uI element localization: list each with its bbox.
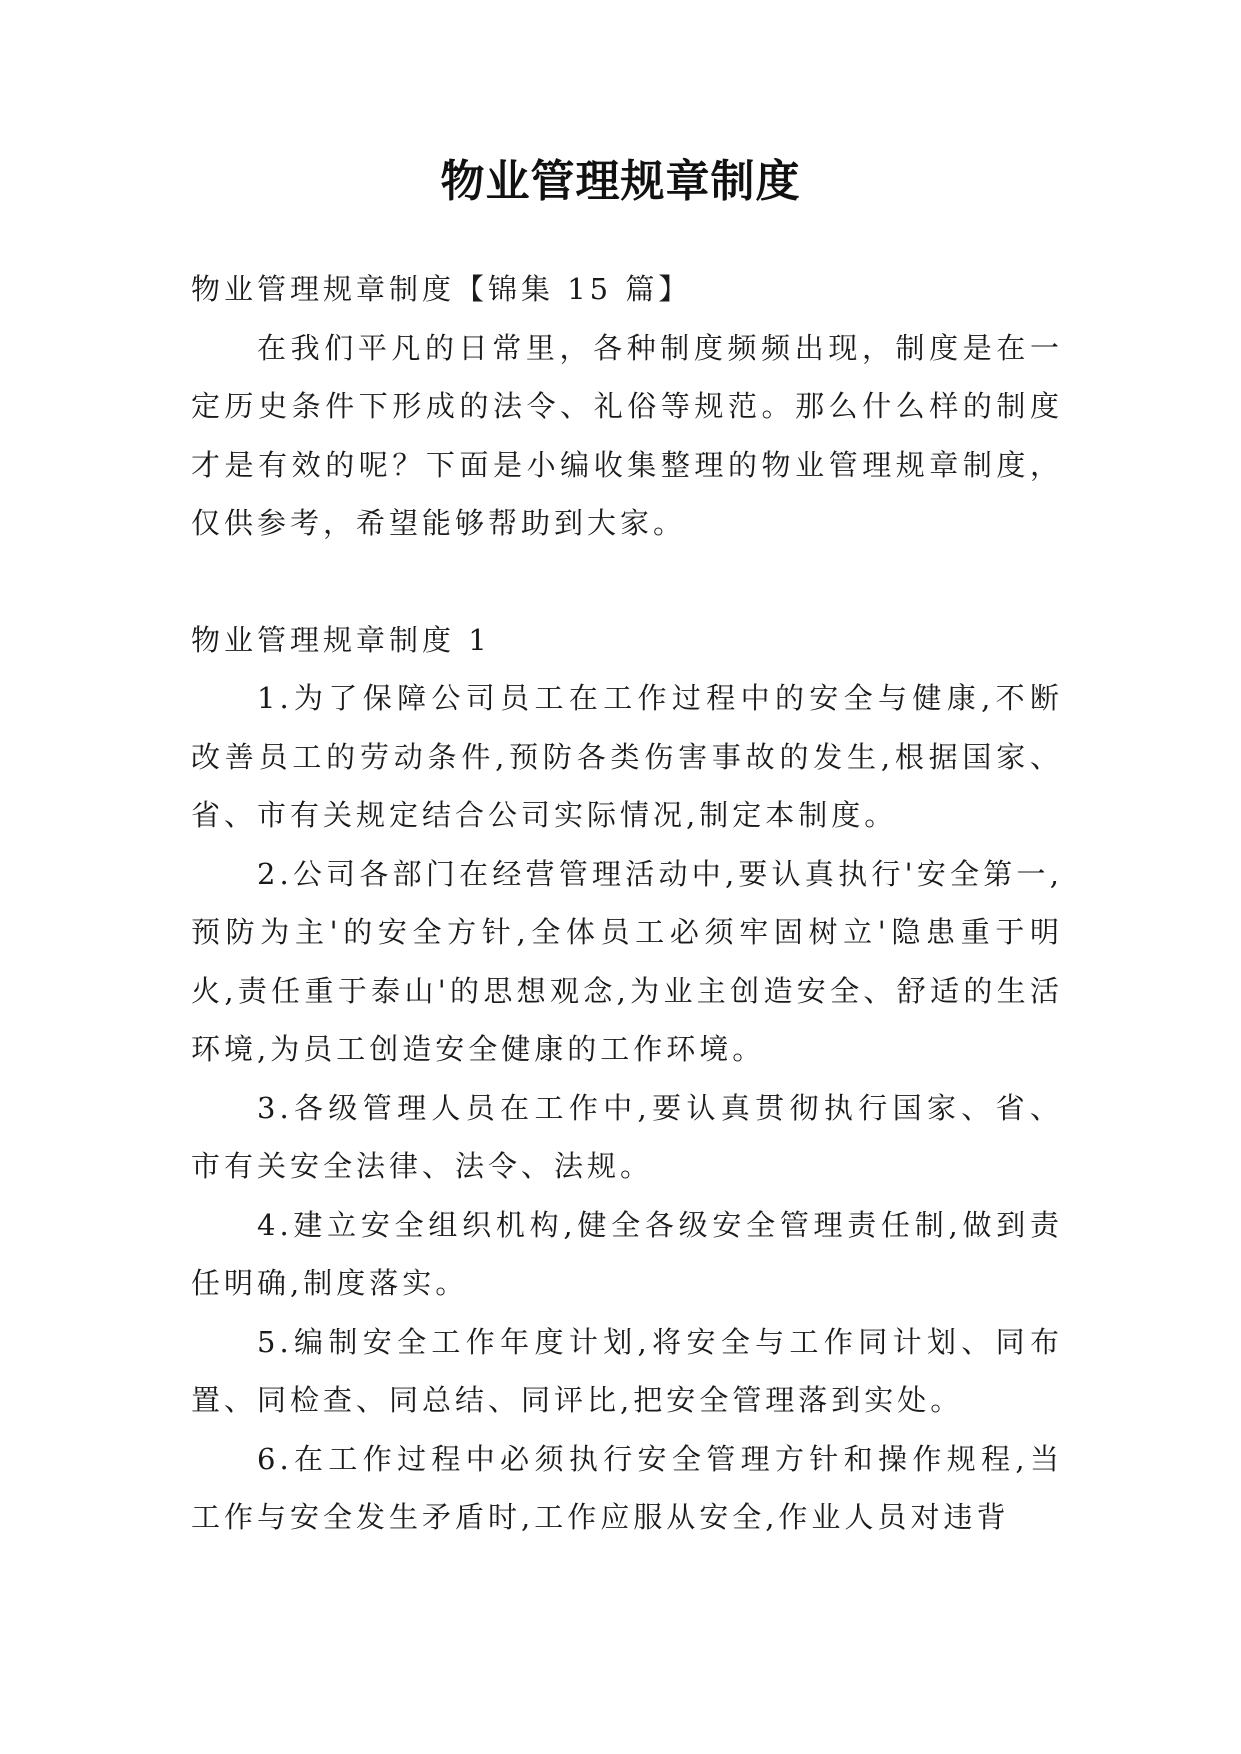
list-item: 6.在工作过程中必须执行安全管理方针和操作规程,当工作与安全发生矛盾时,工作应服从安全,作业人员对违背 xyxy=(191,1441,1063,1534)
list-item: 4.建立安全组织机构,健全各级安全管理责任制,做到责任明确,制度落实。 xyxy=(191,1207,1063,1300)
list-item: 1.为了保障公司员工在工作过程中的安全与健康,不断改善员工的劳动条件,预防各类伤害事故的发生,根据国家、省、市有关规定结合公司实际情况,制定本制度。 xyxy=(191,681,1063,832)
document-body xyxy=(191,260,1063,1547)
list-item: 5.编制安全工作年度计划,将安全与工作同计划、同布置、同检查、同总结、同评比,把安全管理落到实处。 xyxy=(191,1324,1063,1417)
list-item: 3.各级管理人员在工作中,要认真贯彻执行国家、省、市有关安全法律、法令、法规。 xyxy=(191,1090,1063,1183)
section-heading: 物业管理规章制度 1 xyxy=(191,622,491,657)
document-subtitle: 物业管理规章制度【锦集 15 篇】 xyxy=(191,272,692,306)
intro-paragraph: 在我们平凡的日常里，各种制度频频出现，制度是在一定历史条件下形成的法令、礼俗等规范。那么什么样的制度才是有效的呢？下面是小编收集整理的物业管理规章制度，仅供参考，希望能够帮助到大家。 xyxy=(191,330,1063,540)
document-title: 物业管理规章制度 xyxy=(440,156,801,207)
list-item: 2.公司各部门在经营管理活动中,要认真执行'安全第一,预防为主'的安全方针,全体员工必须牢固树立'隐患重于明火,责任重于泰山'的思想观念,为业主创造安全、舒适的生活环境,为员工创造安全健康的工作环境。 xyxy=(191,856,1063,1066)
